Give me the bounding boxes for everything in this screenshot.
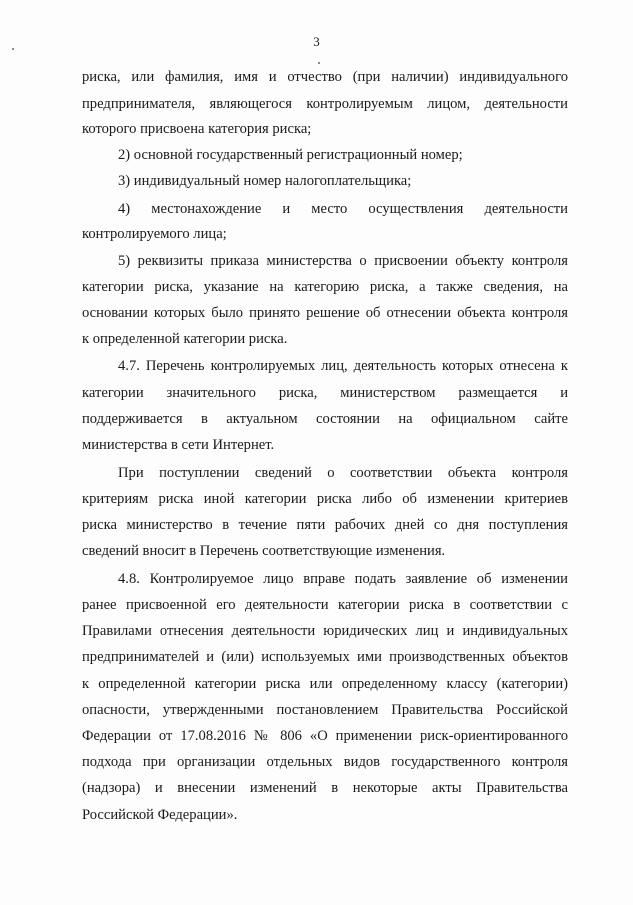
- text-line: предпринимателей и (или) используемых ими производственных объектов: [82, 649, 568, 665]
- text-line: категории значительного риска, министерством размещается и: [82, 385, 568, 401]
- text-line: 4.7. Перечень контролируемых лиц, деятельность которых отнесена к: [118, 358, 568, 374]
- text-line: 4.8. Контролируемое лицо вправе подать заявление об изменении: [118, 571, 568, 587]
- scan-speck: [318, 62, 320, 64]
- text-line: Российской Федерации».: [82, 807, 238, 823]
- text-line: (надзора) и внесении изменений в некоторые акты Правительства: [82, 780, 568, 796]
- text-line: 5) реквизиты приказа министерства о присвоении объекту контроля: [118, 253, 568, 269]
- text-line: риска министерство в течение пяти рабочих дней со дня поступления: [82, 517, 568, 533]
- text-line: ранее присвоенной его деятельности категории риска в соответствии с: [82, 597, 568, 613]
- text-line: сведений вносит в Перечень соответствующие изменения.: [82, 543, 446, 559]
- text-line: министерства в сети Интернет.: [82, 437, 275, 453]
- text-line: 3) индивидуальный номер налогоплательщика;: [118, 173, 412, 189]
- text-line: 2) основной государственный регистрационный номер;: [118, 147, 463, 163]
- page-number: 3: [313, 34, 320, 49]
- text-line: Правилами отнесения деятельности юридических лиц и индивидуальных: [82, 623, 568, 639]
- text-line: 4) местонахождение и место осуществления деятельности: [118, 201, 568, 217]
- text-line: которого присвоена категория риска;: [82, 121, 312, 137]
- text-line: риска, или фамилия, имя и отчество (при наличии) индивидуального: [82, 69, 568, 85]
- text-line: предпринимателя, являющегося контролируемым лицом, деятельности: [82, 96, 568, 112]
- text-line: поддерживается в актуальном состоянии на официальном сайте: [82, 411, 568, 427]
- text-line: категории риска, указание на категорию риска, а также сведения, на: [82, 279, 568, 295]
- text-line: подхода при организации отдельных видов государственного контроля: [82, 754, 568, 770]
- text-line: Федерации от 17.08.2016 № 806 «О применении риск-ориентированного: [82, 728, 568, 744]
- text-line: к определенной категории риска.: [82, 331, 288, 347]
- text-line: основании которых было принято решение об отнесении объекта контроля: [82, 305, 568, 321]
- text-line: критериям риска иной категории риска либо об изменении критериев: [82, 491, 568, 507]
- text-line: опасности, утвержденными постановлением Правительства Российской: [82, 702, 568, 718]
- scan-speck: [12, 48, 14, 50]
- text-line: к определенной категории риска или определенному классу (категории): [82, 676, 568, 692]
- text-line: контролируемого лица;: [82, 226, 227, 242]
- text-line: При поступлении сведений о соответствии объекта контроля: [118, 465, 568, 481]
